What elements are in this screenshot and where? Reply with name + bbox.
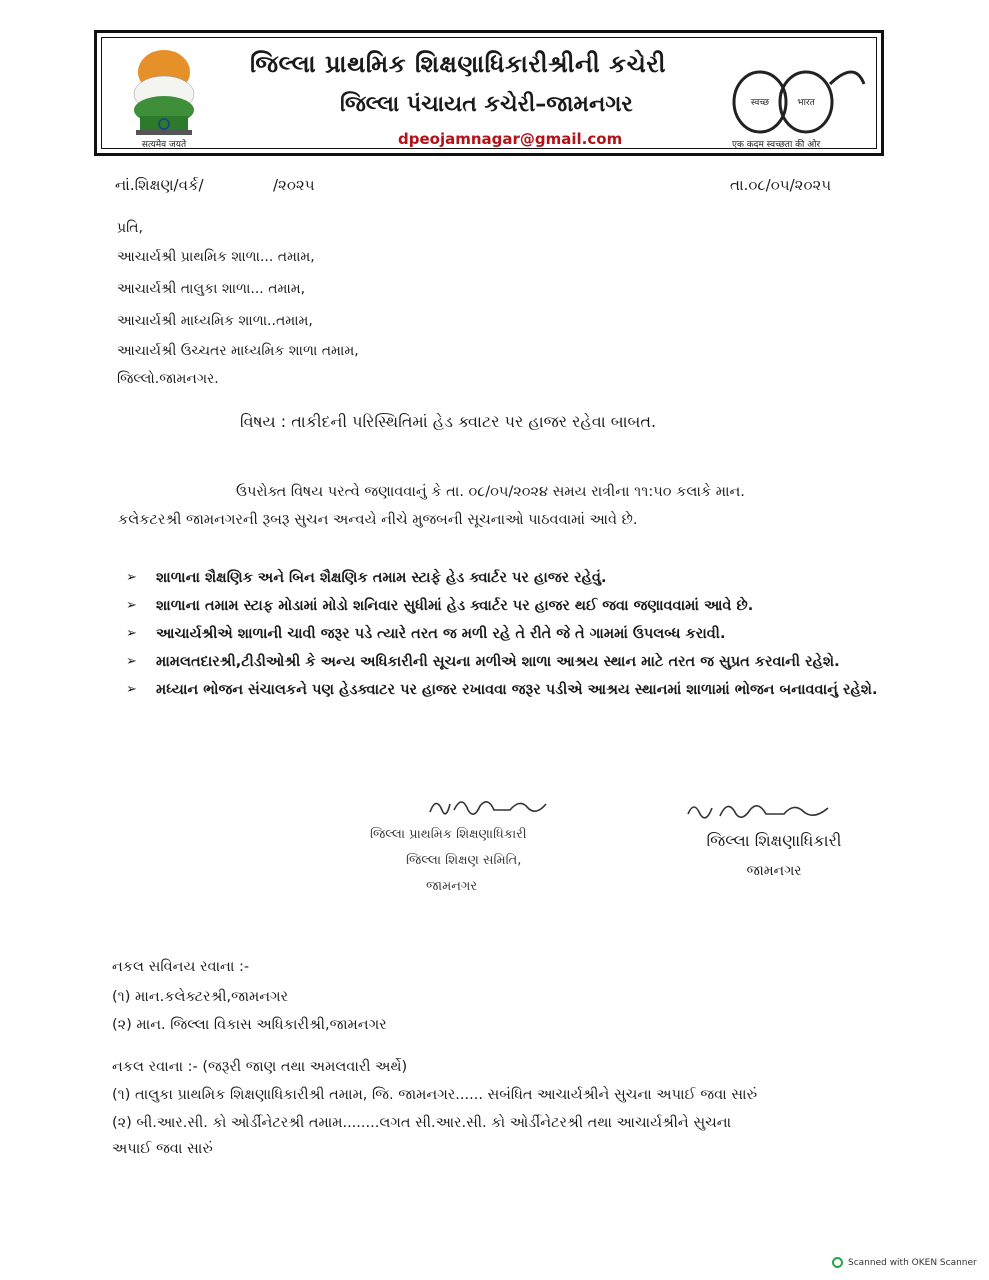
instruction-item [126,650,886,674]
recipient-line: આચાર્યશ્રી માધ્યમિક શાળા..તમામ, [117,313,313,329]
signature-scribble-left [420,790,560,824]
instruction-item [126,622,886,646]
arrow-bullet-icon: ➢ [126,626,137,641]
body-line-1: ઉપરોક્ત વિષય પરત્વે જણાવવાનું કે તા. ૦૮/૦૫/૨૦૨૪ સમય રાત્રીના ૧૧:૫૦ કલાકે માન. [236,484,745,500]
signatory-right-title: જિલ્લા શિક્ષણાધિકારી [706,831,842,850]
copy-to-item: (૧) માન.કલેક્ટરશ્રી,જામનગર [112,989,289,1005]
copy-action-item: (૧) તાલુકા પ્રાથમિક શિક્ષણાધિકારીશ્રી તમામ, જિ. જામનગર...... સબંધિત આચાર્યશ્રીને સુચના અપાઈ જવા સારું [112,1087,758,1103]
instruction-text: આચાર્યશ્રીએ શાળાની ચાવી જરૂર પડે ત્યારે તરત જ મળી રહે તે રીતે જે તે ગામમાં ઉપલબ્ધ કરાવી. [156,626,726,642]
copy-action-item: (૨) બી.આર.સી. કો ઓર્ડીનેટરશ્રી તમામ........લગત સી.આર.સી. કો ઓર્ડીનેટરશ્રી તથા આચાર્યશ્રીને સુચના [112,1115,732,1131]
signatory-left-title: જિલ્લા પ્રાથમિક શિક્ષણાધિકારી [370,827,527,842]
copy-action-item-continued: અપાઈ જવા સારું [112,1141,213,1157]
arrow-bullet-icon: ➢ [126,654,137,669]
office-title: જિલ્લા પ્રાથમિક શિક્ષણાધિકારીશ્રીની કચેરી [250,50,667,78]
emblem-motto: सत्यमेव जयते [141,140,187,150]
office-subtitle: જિલ્લા પંચાયત કચેરી–જામનગર [340,92,633,117]
instruction-list [126,566,886,702]
instruction-text: શાળાના શૈક્ષણિક અને બિન શૈક્ષણિક તમામ સ્ટાફે હેડ ક્વાર્ટર પર હાજર રહેવું. [156,570,607,586]
instruction-text: મામલતદારશ્રી,ટીડીઓશ્રી કે અન્ય અધિકારીની સૂચના મળીએ શાળા આશ્રય સ્થાન માટે તરત જ સુપ્રત કરવાની રહેશે. [156,654,840,670]
instruction-item [126,594,886,618]
swachh-tagline: एक कदम स्वच्छता की ओर [732,140,821,150]
arrow-bullet-icon: ➢ [126,598,137,613]
letter-date: તા.૦૮/૦૫/૨૦૨૫ [730,176,832,194]
arrow-bullet-icon: ➢ [126,570,137,585]
reference-year: /૨૦૨૫ [273,176,315,194]
body-line-2: કલેકટરશ્રી જામનગરની રૂબરૂ સુચન અન્વયે નીચે મુજબની સૂચનાઓ પાઠવવામાં આવે છે. [118,512,638,528]
signature-block-right [684,826,864,886]
office-email: dpeojamnagar@gmail.com [398,130,623,148]
recipient-line: આચાર્યશ્રી પ્રાથમિક શાળા... તમામ, [117,249,315,265]
copy-to-heading: નકલ સવિનય રવાના :- [112,959,250,975]
signature-block-left [370,822,527,900]
instruction-item [126,566,886,590]
scanner-logo-icon [832,1257,843,1268]
swachh-left-text: स्वच्छ [750,98,770,108]
swachh-right-text: भारत [797,98,815,108]
scanner-footer: Scanned with OKEN Scanner [848,1258,977,1268]
national-emblem-icon [118,38,210,150]
recipient-line: આચાર્યશ્રી ઉચ્ચતર માધ્યમિક શાળા તમામ, [117,343,359,359]
signature-scribble-right [680,794,840,828]
instruction-text: શાળાના તમામ સ્ટાફ મોડામાં મોડો શનિવાર સુધીમાં હેડ ક્વાર્ટર પર હાજર થઈ જવા જણાવવામાં આવે છે. [156,598,754,614]
copy-action-heading: નકલ રવાના :- (જરૂરી જાણ તથા અમલવારી અર્થે) [112,1059,408,1075]
signatory-left-committee: જિલ્લા શિક્ષણ સમિતિ, [406,853,522,868]
arrow-bullet-icon: ➢ [126,682,137,697]
letter-subject: વિષય : તાકીદની પરિસ્થિતિમાં હેડ ક્વાટર પર હાજર રહેવા બાબત. [240,412,657,431]
reference-number: નાં.શિક્ષણ/વર્ક/ [115,176,204,194]
instruction-text: મધ્યાન ભોજન સંચાલકને પણ હેડક્વાટર પર હાજર રખાવવા જરૂર પડીએ આશ્રય સ્થાનમાં શાળામાં ભોજન બનાવવાનું રહેશે. [156,682,878,698]
recipient-line: આચાર્યશ્રી તાલુકા શાળા... તમામ, [117,281,306,297]
copy-to-item: (૨) માન. જિલ્લા વિકાસ અધિકારીશ્રી,જામનગર [112,1017,387,1033]
swachh-bharat-logo-icon [730,54,870,148]
recipient-line: જિલ્લો.જામનગર. [117,371,219,387]
signatory-right-city: જામનગર [746,863,802,879]
recipient-prati: પ્રતિ, [117,220,143,236]
instruction-item [126,678,886,702]
signatory-left-city: જામનગર [426,879,478,894]
